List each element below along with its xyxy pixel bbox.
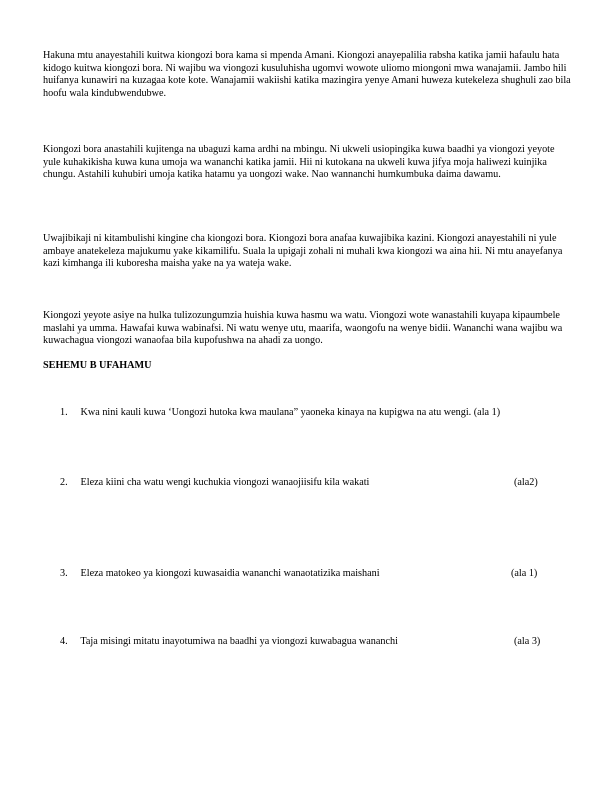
question-text: Eleza kiini cha watu wengi kuchukia viongozi wanaojiisifu kila wakati [80,477,370,488]
question-text: Eleza matokeo ya kiongozi kuwasaidia wananchi wanaotatizika maishani [80,568,380,579]
question-number: 3. [60,568,68,579]
paragraph-4: Kiongozi yeyote asiye na hulka tulizozungumzia huishia kuwa hasmu wa watu. Viongozi wote wanastahili kuyapa kipaumbele maslahi ya umma. Hawafai kuwa wabinafsi. Ni watu wenye utu, maarifa, waongofu na wenye bidii. Wananchi wana wajibu wa kuwachagua viongozi wanaofaa bila kupofushwa na ahadi za uongo. [43,310,563,347]
question-number: 4. [60,636,68,647]
question-marks: (ala2) [514,477,538,488]
question-text: Kwa nini kauli kuwa ‘Uongozi hutoka kwa maulana” yaoneka kinaya na kupigwa na atu wengi. [80,407,472,418]
question-marks: (ala 3) [514,636,541,647]
question-2 [60,477,580,490]
question-4 [60,636,580,649]
question-3 [60,568,580,581]
question-marks: (ala 1) [511,568,538,579]
question-text: Taja misingi mitatu inayotumiwa na baadhi ya viongozi kuwabagua wananchi [80,636,398,647]
question-number: 1. [60,407,68,418]
section-heading: SEHEMU B UFAHAMU [43,360,152,371]
question-marks: (ala 1) [473,407,501,418]
paragraph-1: Hakuna mtu anayestahili kuitwa kiongozi bora kama si mpenda Amani. Kiongozi anayepalilia rabsha katika jamii hafaulu hata kidogo kuitwa kiongozi bora. Ni wajibu wa viongozi kusuluhisha ugomvi wowote uliomo miongoni mwa wanajamii. Jambo hili huifanya kunawiri na kuzagaa kote kote. Wanajamii wakiishi katika mazingira yenye Amani huweza kutekeleza shughuli zao bila hoofu wala kindubwendubwe. [43,50,571,99]
paragraph-2: Kiongozi bora anastahili kujitenga na ubaguzi kama ardhi na mbingu. Ni ukweli usiopingika kuwa baadhi ya viongozi yeyote yule kuhakikisha kuwa kuna umoja wa wananchi katika jamii. Hii ni kutokana na ukweli kuwa jifya moja haliwezi kuinjika chungu. Astahili kuhubiri umoja katika hatamu ya uongozi wake. Nao wannanchi humkumbuka daima dawamu. [43,144,555,181]
paragraph-3: Uwajibikaji ni kitambulishi kingine cha kiongozi bora. Kiongozi bora anafaa kuwajibika kazini. Kiongozi anayestahili ni yule ambaye anatekeleza majukumu yake kikamilifu. Suala la upigaji zohali ni muhali kwa kiongozi wa aina hii. Ni mtu anayefanya kazi kimhanga ili kuboresha maisha yake na ya wateja wake. [43,233,563,270]
question-number: 2. [60,477,68,488]
question-1 [60,407,580,420]
